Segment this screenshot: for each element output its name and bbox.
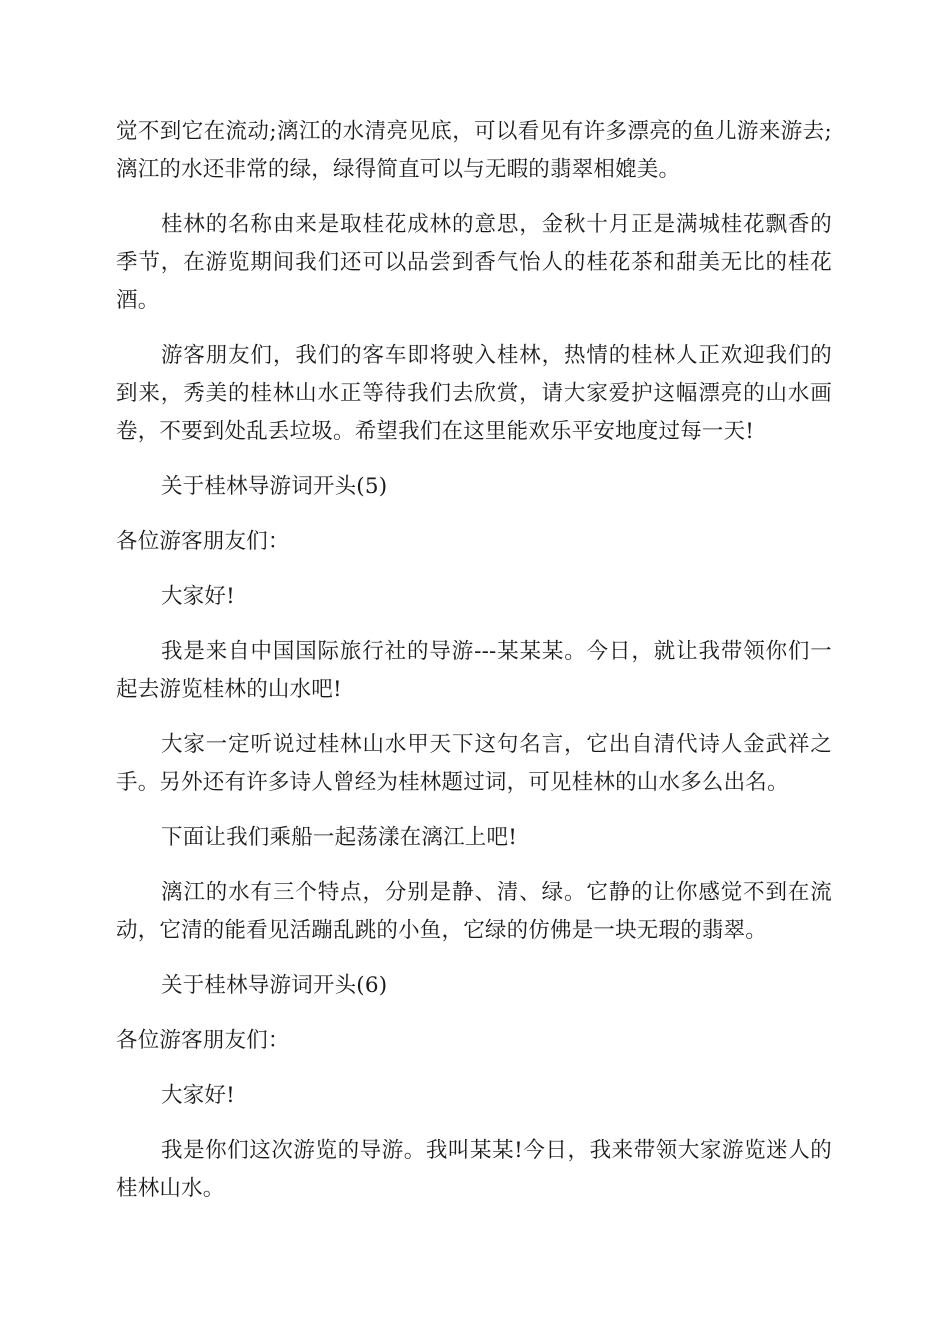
greeting: 大家好! — [161, 584, 235, 609]
paragraph-lijiang-features: 漓江的水有三个特点，分别是静、清、绿。它静的让你感觉不到在流动，它清的能看见活蹦乱跳的小鱼，它绿的仿佛是一块无瑕的翡翠。 — [116, 880, 832, 943]
greeting: 大家好! — [161, 1083, 235, 1108]
paragraph-continuation: 觉不到它在流动;漓江的水清亮见底，可以看见有许多漂亮的鱼儿游来游去;漓江的水还非常的绿，绿得简直可以与无暇的翡翠相媲美。 — [116, 119, 832, 182]
paragraph-osmanthus-name: 桂林的名称由来是取桂花成林的意思，金秋十月正是满城桂花飘香的季节，在游览期间我们还可以品尝到香气怡人的桂花茶和甜美无比的桂花酒。 — [116, 212, 832, 313]
paragraph-arrival: 游客朋友们，我们的客车即将驶入桂林，热情的桂林人正欢迎我们的到来，秀美的桂林山水正等待我们去欣赏，请大家爱护这幅漂亮的山水画卷，不要到处乱丢垃圾。希望我们在这里能欢乐平安地度过每一天! — [116, 343, 832, 444]
salutation: 各位游客朋友们： — [116, 1028, 290, 1053]
paragraph-famous-saying: 大家一定听说过桂林山水甲天下这句名言，它出自清代诗人金武祥之手。另外还有许多诗人曾经为桂林题过词，可见桂林的山水多么出名。 — [116, 732, 832, 795]
section-heading-5: 关于桂林导游词开头(5) — [161, 474, 388, 499]
paragraph-boat: 下面让我们乘船一起荡漾在漓江上吧! — [161, 825, 518, 850]
paragraph-guide-self-intro: 我是你们这次游览的导游。我叫某某!今日，我来带领大家游览迷人的桂林山水。 — [116, 1138, 832, 1201]
salutation: 各位游客朋友们： — [116, 529, 290, 554]
section-heading-6: 关于桂林导游词开头(6) — [161, 973, 388, 998]
paragraph-guide-intro: 我是来自中国国际旅行社的导游---某某某。今日，就让我带领你们一起去游览桂林的山水吧! — [116, 639, 832, 702]
document-body — [116, 113, 832, 1225]
